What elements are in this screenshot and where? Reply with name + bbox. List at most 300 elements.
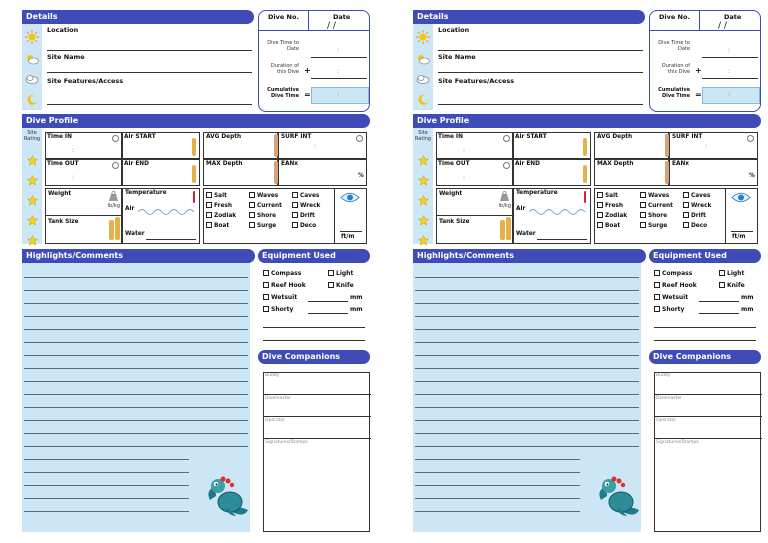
rating-star-icon[interactable] [27, 155, 38, 166]
sea-turtle-icon [206, 476, 250, 520]
clock-icon [112, 162, 119, 169]
lb-kg-label: lb/kg [107, 203, 120, 209]
comment-line[interactable] [24, 485, 189, 486]
cumulative-label: Cumulative Dive Time [267, 87, 299, 99]
condition-checkbox[interactable] [640, 202, 646, 208]
rating-star-icon[interactable] [418, 195, 429, 206]
condition-wreck[interactable] [683, 202, 711, 209]
shorty-mm-label: mm [350, 306, 363, 313]
air-end-label: Air END [124, 161, 149, 167]
site-features-label: Site Features/Access [47, 77, 124, 85]
comment-line[interactable] [24, 394, 248, 395]
location-label: Location [47, 26, 79, 34]
knife-checkbox[interactable] [328, 282, 334, 288]
dive-time-to-date-line[interactable] [311, 57, 367, 58]
comment-line[interactable] [415, 485, 580, 486]
comment-line[interactable] [24, 433, 248, 434]
divemaster-field[interactable] [655, 394, 762, 416]
site-rating-label: Site Rating [414, 130, 432, 142]
sun-icon [25, 30, 39, 44]
sea-turtle-icon [597, 476, 641, 520]
comment-line[interactable] [415, 511, 580, 512]
comment-line[interactable] [415, 381, 639, 382]
equipment-extra-line[interactable] [654, 327, 756, 328]
rating-star-icon[interactable] [27, 235, 38, 246]
operator-field[interactable] [264, 416, 371, 438]
comment-line[interactable] [415, 303, 639, 304]
equipment-header [258, 249, 370, 263]
operator-field[interactable] [655, 416, 762, 438]
dive-profile-title: Dive Profile [417, 116, 470, 125]
eanx-label: EANx [281, 161, 299, 167]
comment-line[interactable] [415, 498, 580, 499]
rating-star-icon[interactable] [27, 215, 38, 226]
compass-row[interactable] [263, 270, 301, 277]
temperature-label: Temperature [125, 190, 167, 196]
thermometer-icon [193, 191, 195, 203]
waves-icon [138, 206, 196, 216]
waves-icon [529, 206, 587, 216]
cumulative-label: Cumulative Dive Time [658, 87, 690, 99]
comment-line[interactable] [24, 368, 248, 369]
weight-icon [499, 191, 510, 201]
reef-hook-checkbox[interactable] [263, 282, 269, 288]
condition-waves[interactable] [640, 192, 669, 199]
condition-boat[interactable] [597, 222, 620, 229]
wetsuit-label: Wetsuit [662, 294, 689, 301]
compass-checkbox[interactable] [654, 270, 660, 276]
wetsuit-mm-label: mm [741, 294, 754, 301]
signatures-label: Signatures/Stamps [656, 440, 699, 445]
cloudy-icon [416, 74, 430, 85]
cumulative-field[interactable] [311, 87, 369, 104]
companions-box [263, 372, 370, 532]
dive-no-label: Dive No. [268, 13, 299, 21]
temperature-label: Temperature [516, 190, 558, 196]
comment-line[interactable] [415, 329, 639, 330]
max-depth-label: MAX Depth [597, 161, 634, 167]
air-start-label: Air START [124, 134, 156, 140]
highlights-header [22, 249, 255, 263]
companions-header [258, 350, 370, 364]
duration-label: Duration of this Dive [661, 63, 690, 75]
cloudy-icon [25, 74, 39, 85]
date-separators: / / [327, 21, 336, 31]
condition-shore[interactable] [640, 212, 667, 219]
condition-zodiak[interactable] [206, 212, 236, 219]
equipment-extra-line[interactable] [263, 327, 365, 328]
condition-label: Drift [691, 213, 706, 219]
wetsuit-row[interactable] [654, 294, 688, 301]
comment-line[interactable] [24, 277, 248, 278]
comment-line[interactable] [415, 472, 580, 473]
condition-waves[interactable] [249, 192, 278, 199]
dive-number-box: Dive No. Date / / Dive Time to Date : Duration of this Dive + : Cumulative Dive Time = : [649, 10, 761, 112]
details-title: Details [26, 12, 58, 21]
signatures-field[interactable] [264, 438, 371, 532]
condition-checkbox[interactable] [683, 202, 689, 208]
tank-icon [109, 220, 114, 240]
comment-line[interactable] [415, 459, 580, 460]
condition-shore[interactable] [249, 212, 276, 219]
shorty-label: Shorty [271, 306, 294, 313]
wetsuit-checkbox[interactable] [654, 294, 660, 300]
rating-star-icon[interactable] [418, 175, 429, 186]
light-row[interactable] [719, 270, 744, 277]
condition-label: Deco [300, 223, 317, 229]
lb-kg-label: lb/kg [498, 203, 511, 209]
condition-label: Fresh [605, 203, 623, 209]
condition-surge[interactable] [640, 222, 667, 229]
wetsuit-checkbox[interactable] [263, 294, 269, 300]
logbook-page-right: Details Location Site Name Site Features/Access Dive No. Date / / Dive Time to Date : Duration of this Dive + : Cumulative Dive Time = : Dive Profile Site Rating Time IN : Air START Time OUT : Air END AVG Depth SURF INT : MAX Depth EANx % Weight lb/kg Tank Size Temperature Air Water Salt Waves Caves Fresh Current Wreck Zodiak Shore Drift Boat Surge Deco ft/m Highlights/Comments Equipment Used Compass Light Reef Hook Knife Wetsuit mm Shorty mm Dive Companions Buddy Divemaster Operator Signatures/Stamps [413, 10, 761, 532]
equipment-title: Equipment Used [653, 251, 727, 260]
date-label: Date [724, 13, 742, 21]
visibility-eye-icon [731, 191, 751, 204]
shorty-mm-label: mm [741, 306, 754, 313]
tank-size-label: Tank Size [48, 219, 79, 225]
tank-gauge-icon [192, 138, 196, 156]
highlights-header [413, 249, 646, 263]
compass-checkbox[interactable] [263, 270, 269, 276]
condition-checkbox[interactable] [249, 202, 255, 208]
condition-label: Surge [648, 223, 668, 229]
condition-drift[interactable] [292, 212, 315, 219]
site-rating-label: Site Rating [23, 130, 41, 142]
thermometer-icon [584, 191, 586, 203]
comment-line[interactable] [415, 446, 639, 447]
comment-line[interactable] [415, 420, 639, 421]
dive-profile-header [413, 114, 761, 128]
condition-label: Salt [214, 193, 227, 199]
comment-line[interactable] [24, 472, 189, 473]
dive-number-box: Dive No. Date / / Dive Time to Date : Duration of this Dive + : Cumulative Dive Time = : [258, 10, 370, 112]
condition-checkbox[interactable] [292, 212, 298, 218]
percent-sign: % [749, 173, 755, 179]
condition-checkbox[interactable] [206, 192, 212, 198]
light-label: Light [727, 270, 745, 277]
site-name-line[interactable] [47, 72, 252, 73]
equipment-title: Equipment Used [262, 251, 336, 260]
rating-star-icon[interactable] [418, 155, 429, 166]
condition-checkbox[interactable] [683, 222, 689, 228]
tank-icon [115, 217, 120, 240]
condition-fresh[interactable] [597, 202, 623, 209]
comment-line[interactable] [415, 433, 639, 434]
partly-cloudy-icon [25, 53, 39, 65]
condition-checkbox[interactable] [597, 192, 603, 198]
light-label: Light [336, 270, 354, 277]
shorty-row[interactable] [263, 306, 293, 313]
air-label: Air [125, 206, 135, 212]
clock-icon [356, 135, 363, 142]
condition-label: Drift [300, 213, 315, 219]
condition-label: Wreck [691, 203, 712, 209]
condition-deco[interactable] [683, 222, 707, 229]
comment-line[interactable] [24, 459, 189, 460]
rating-sidebar [413, 128, 433, 244]
partly-cloudy-icon [416, 53, 430, 65]
rating-star-icon[interactable] [418, 235, 429, 246]
condition-current[interactable] [640, 202, 673, 209]
comment-line[interactable] [24, 329, 248, 330]
condition-checkbox[interactable] [292, 222, 298, 228]
light-checkbox[interactable] [719, 270, 725, 276]
condition-salt[interactable] [206, 192, 227, 199]
location-line[interactable] [438, 50, 643, 51]
rating-star-icon[interactable] [27, 195, 38, 206]
wetsuit-row[interactable] [263, 294, 297, 301]
shorty-checkbox[interactable] [654, 306, 660, 312]
condition-checkbox[interactable] [597, 202, 603, 208]
condition-checkbox[interactable] [640, 212, 646, 218]
condition-checkbox[interactable] [249, 192, 255, 198]
percent-sign: % [358, 173, 364, 179]
dive-time-to-date-label: Dive Time to Date [267, 40, 299, 52]
light-row[interactable] [328, 270, 353, 277]
condition-label: Wreck [300, 203, 321, 209]
condition-checkbox[interactable] [292, 192, 298, 198]
air-start-label: Air START [515, 134, 547, 140]
site-name-label: Site Name [47, 53, 85, 61]
divemaster-label: Divemaster [265, 396, 292, 401]
date-label: Date [333, 13, 351, 21]
condition-checkbox[interactable] [597, 222, 603, 228]
avg-depth-label: AVG Depth [597, 134, 633, 140]
shorty-label: Shorty [662, 306, 685, 313]
companions-title: Dive Companions [653, 352, 732, 361]
condition-checkbox[interactable] [206, 212, 212, 218]
tank-gauge-icon [583, 165, 587, 183]
tank-icon [500, 220, 505, 240]
comment-line[interactable] [415, 277, 639, 278]
condition-label: Current [648, 203, 673, 209]
highlights-title: Highlights/Comments [26, 251, 124, 260]
comment-line[interactable] [415, 316, 639, 317]
condition-salt[interactable] [597, 192, 618, 199]
condition-boat[interactable] [206, 222, 229, 229]
visibility-eye-icon [340, 191, 360, 204]
condition-drift[interactable] [683, 212, 706, 219]
reef-hook-row[interactable] [654, 282, 697, 289]
compass-label: Compass [662, 270, 693, 277]
details-header [413, 10, 645, 24]
condition-label: Boat [214, 223, 230, 229]
weight-icon [108, 191, 119, 201]
weight-label: Weight [439, 191, 463, 197]
details-title: Details [417, 12, 449, 21]
site-features-label: Site Features/Access [438, 77, 515, 85]
max-depth-label: MAX Depth [206, 161, 243, 167]
condition-label: Shore [648, 213, 668, 219]
condition-label: Surge [257, 223, 277, 229]
clock-icon [747, 135, 754, 142]
comment-line[interactable] [24, 342, 248, 343]
reef-hook-label: Reef Hook [271, 282, 306, 289]
comment-line[interactable] [415, 394, 639, 395]
condition-label: Salt [605, 193, 618, 199]
buddy-field[interactable] [655, 372, 762, 394]
comment-line[interactable] [24, 498, 189, 499]
condition-checkbox[interactable] [249, 212, 255, 218]
clock-icon [503, 135, 510, 142]
site-name-line[interactable] [438, 72, 643, 73]
eanx-label: EANx [672, 161, 690, 167]
equals-sign: = [695, 90, 702, 99]
comment-line[interactable] [24, 407, 248, 408]
time-in-label: Time IN [438, 134, 463, 140]
moon-icon [26, 94, 38, 106]
condition-checkbox[interactable] [640, 222, 646, 228]
companions-box [654, 372, 761, 532]
knife-row[interactable] [328, 282, 354, 289]
clock-icon [112, 135, 119, 142]
comment-line[interactable] [415, 368, 639, 369]
buddy-field[interactable] [264, 372, 371, 394]
location-line[interactable] [47, 50, 252, 51]
shorty-row[interactable] [654, 306, 684, 313]
condition-caves[interactable] [292, 192, 319, 199]
cumulative-field[interactable] [702, 87, 760, 104]
condition-checkbox[interactable] [206, 202, 212, 208]
divemaster-label: Divemaster [656, 396, 683, 401]
knife-label: Knife [727, 282, 745, 289]
condition-fresh[interactable] [206, 202, 232, 209]
duration-label: Duration of this Dive [270, 63, 299, 75]
date-separators: / / [718, 21, 727, 31]
equipment-list [258, 263, 370, 343]
wetsuit-label: Wetsuit [271, 294, 298, 301]
tank-gauge-icon [192, 165, 196, 183]
comment-line[interactable] [415, 355, 639, 356]
condition-current[interactable] [249, 202, 282, 209]
condition-zodiak[interactable] [597, 212, 627, 219]
condition-label: Shore [257, 213, 277, 219]
site-features-line[interactable] [438, 104, 643, 105]
condition-label: Caves [691, 193, 711, 199]
site-features-line[interactable] [47, 104, 252, 105]
equipment-header [649, 249, 761, 263]
tank-icon [506, 217, 511, 240]
comment-line[interactable] [415, 342, 639, 343]
condition-label: Fresh [214, 203, 232, 209]
surf-int-label: SURF INT [281, 134, 312, 140]
air-end-label: Air END [515, 161, 540, 167]
comment-line[interactable] [24, 303, 248, 304]
condition-surge[interactable] [249, 222, 276, 229]
operator-label: Operator [265, 418, 286, 423]
condition-label: Boat [605, 223, 621, 229]
ft-m-label: ft/m [732, 234, 746, 240]
companions-title: Dive Companions [262, 352, 341, 361]
condition-checkbox[interactable] [640, 192, 646, 198]
condition-label: Waves [648, 193, 670, 199]
signatures-field[interactable] [655, 438, 762, 532]
light-checkbox[interactable] [328, 270, 334, 276]
details-header [22, 10, 254, 24]
companions-header [649, 350, 761, 364]
compass-label: Compass [271, 270, 302, 277]
comment-line[interactable] [415, 290, 639, 291]
knife-label: Knife [336, 282, 354, 289]
dive-time-to-date-line[interactable] [702, 57, 758, 58]
weight-label: Weight [48, 191, 72, 197]
dive-profile-header [22, 114, 370, 128]
logbook-page-left: Details Location Site Name Site Features/Access Dive No. Date / / Dive Time to Date : Duration of this Dive + : Cumulative Dive Time = : Dive Profile Site Rating Time IN : Air START Time OUT : Air END AVG Depth SURF INT : MAX Depth EANx % Weight lb/kg Tank Size Temperature Air Water Salt Waves Caves Fresh Current Wreck Zodiak Shore Drift Boat Surge Deco ft/m Highlights/Comments Equipment Used Compass Light Reef Hook Knife Wetsuit mm Shorty mm Dive Companions Buddy Divemaster Operator Signatures/Stamps [22, 10, 370, 532]
highlights-title: Highlights/Comments [417, 251, 515, 260]
comment-line[interactable] [24, 511, 189, 512]
rating-sidebar [22, 128, 42, 244]
reef-hook-checkbox[interactable] [654, 282, 660, 288]
tank-gauge-icon [583, 138, 587, 156]
water-label: Water [125, 231, 145, 237]
time-out-label: Time OUT [438, 161, 470, 167]
condition-caves[interactable] [683, 192, 710, 199]
equipment-list [649, 263, 761, 343]
water-label: Water [516, 231, 536, 237]
reef-hook-row[interactable] [263, 282, 306, 289]
rating-star-icon[interactable] [418, 215, 429, 226]
sun-icon [416, 30, 430, 44]
clock-icon [503, 162, 510, 169]
reef-hook-label: Reef Hook [662, 282, 697, 289]
comment-line[interactable] [24, 446, 248, 447]
signatures-label: Signatures/Stamps [265, 440, 308, 445]
avg-depth-label: AVG Depth [206, 134, 242, 140]
condition-label: Deco [691, 223, 708, 229]
shorty-checkbox[interactable] [263, 306, 269, 312]
comment-line[interactable] [24, 420, 248, 421]
duration-line[interactable] [311, 78, 367, 79]
comment-line[interactable] [24, 290, 248, 291]
comment-line[interactable] [24, 381, 248, 382]
rating-star-icon[interactable] [27, 175, 38, 186]
condition-checkbox[interactable] [249, 222, 255, 228]
equipment-extra-line[interactable] [263, 340, 365, 341]
plus-sign: + [304, 66, 311, 75]
compass-row[interactable] [654, 270, 692, 277]
moon-icon [417, 94, 429, 106]
condition-checkbox[interactable] [683, 192, 689, 198]
equipment-extra-line[interactable] [654, 340, 756, 341]
plus-sign: + [695, 66, 702, 75]
duration-line[interactable] [702, 78, 758, 79]
air-label: Air [516, 206, 526, 212]
comment-line[interactable] [415, 407, 639, 408]
dive-time-to-date-label: Dive Time to Date [658, 40, 690, 52]
ft-m-label: ft/m [341, 234, 355, 240]
comment-line[interactable] [24, 355, 248, 356]
divemaster-field[interactable] [264, 394, 371, 416]
knife-checkbox[interactable] [719, 282, 725, 288]
wetsuit-mm-label: mm [350, 294, 363, 301]
knife-row[interactable] [719, 282, 745, 289]
time-out-label: Time OUT [47, 161, 79, 167]
equals-sign: = [304, 90, 311, 99]
location-label: Location [438, 26, 470, 34]
buddy-label: Buddy [656, 373, 671, 378]
condition-checkbox[interactable] [597, 212, 603, 218]
condition-checkbox[interactable] [683, 212, 689, 218]
condition-wreck[interactable] [292, 202, 320, 209]
condition-deco[interactable] [292, 222, 316, 229]
condition-checkbox[interactable] [292, 202, 298, 208]
comment-line[interactable] [24, 316, 248, 317]
condition-label: Caves [300, 193, 320, 199]
dive-no-label: Dive No. [659, 13, 690, 21]
condition-checkbox[interactable] [206, 222, 212, 228]
buddy-label: Buddy [265, 373, 280, 378]
